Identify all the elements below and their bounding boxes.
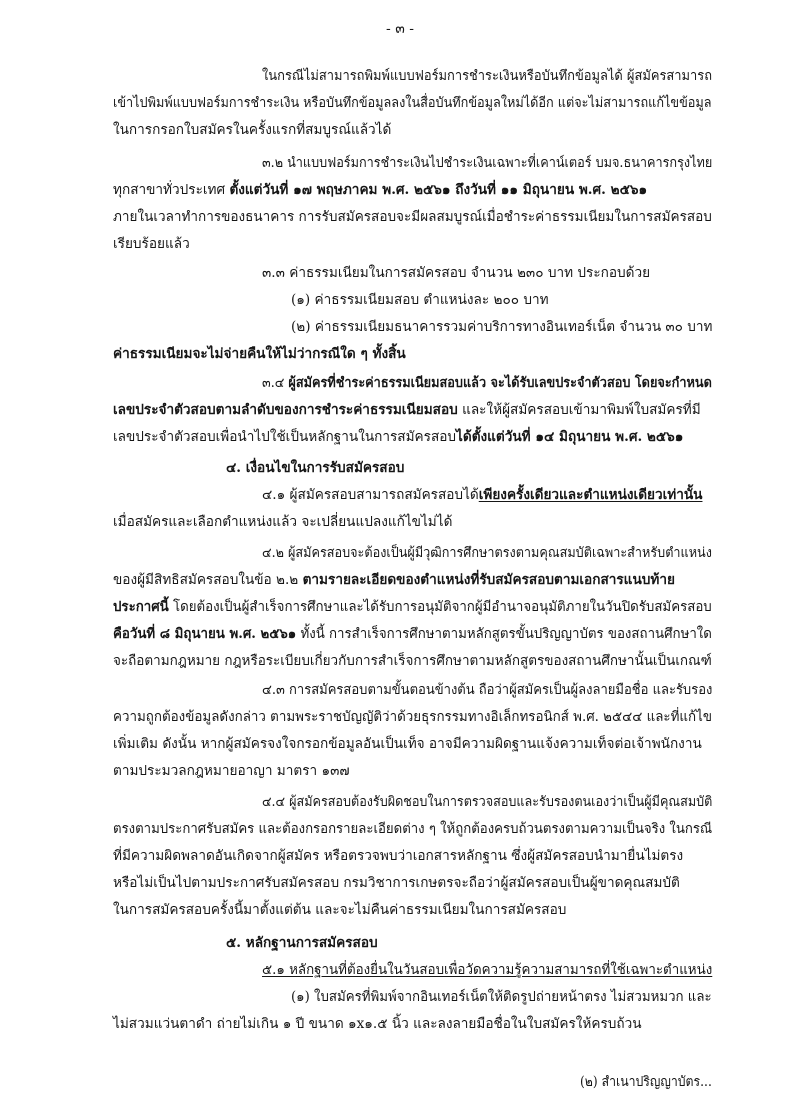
section-5-heading: ๕. หลักฐานการสมัครสอบ bbox=[226, 935, 378, 951]
bold-span: ตามรายละเอียดของตำแหน่งที่รับสมัครสอบตามเอกสารแนบท้าย bbox=[302, 572, 675, 588]
section-4-3-line: ความถูกต้องข้อมูลดังกล่าว ตามพระราชบัญญัติว่าด้วยธุรกรรมทางอิเล็กทรอนิกส์ พ.ศ. ๒๕๔๔ และที่แก้ไข bbox=[113, 709, 712, 725]
text-span: เลขประจำตัวสอบเพื่อนำไปใช้เป็นหลักฐานในการสมัครสอบ bbox=[113, 429, 457, 445]
section-4-2-line bbox=[113, 569, 675, 591]
section-4-4-line: หรือไม่เป็นไปตามประกาศรับสมัครสอบ กรมวิชาการเกษตรจะถือว่าผู้สมัครสอบเป็นผู้ขาดคุณสมบัติ bbox=[113, 875, 680, 891]
text-span: ๓.๔ bbox=[262, 375, 289, 391]
text-span: โดยต้องเป็นผู้สำเร็จการศึกษาและได้รับการอนุมัติจากผู้มีอำนาจอนุมัติภายในวันปิดรับสมัครสอบ bbox=[168, 599, 712, 615]
fee-item: (๒) ค่าธรรมเนียมธนาคารรวมค่าบริการทางอินเทอร์เน็ต จำนวน ๓๐ บาท bbox=[291, 319, 713, 335]
section-5-1-line: ไม่สวมแว่นตาดำ ถ่ายไม่เกิน ๑ ปี ขนาด ๑x๑.๕ นิ้ว และลงลายมือชื่อในใบสมัครให้ครบถ้วน bbox=[113, 1016, 642, 1032]
date-range-bold: ตั้งแต่วันที่ ๑๗ พฤษภาคม พ.ศ. ๒๕๖๑ ถึงวันที่ ๑๑ มิถุนายน พ.ศ. ๒๕๖๑ bbox=[229, 182, 648, 198]
bold-span: ผู้สมัครที่ชำระค่าธรรมเนียมสอบแล้ว จะได้รับเลขประจำตัวสอบ โดยจะกำหนด bbox=[288, 375, 712, 391]
section-4-4-line: ในการสมัครสอบครั้งนี้มาตั้งแต่ต้น และจะไม่คืนค่าธรรมเนียมในการสมัครสอบ bbox=[113, 902, 567, 918]
bold-span: เลขประจำตัวสอบตามลำดับของการชำระค่าธรรมเนียมสอบ bbox=[113, 402, 458, 418]
page-number: - ๓ - bbox=[386, 21, 414, 37]
bold-underline-span: เพียงครั้งเดียวและตำแหน่งเดียวเท่านั้น bbox=[478, 487, 703, 503]
section-4-4-line: ตรงตามประกาศรับสมัคร และต้องกรอกรายละเอียดต่าง ๆ ให้ถูกต้องครบถ้วนตรงตามความเป็นจริง ในกรณี bbox=[113, 821, 713, 837]
section-3-4-line bbox=[113, 399, 701, 421]
paragraph-line: ในกรณีไม่สามารถพิมพ์แบบฟอร์มการชำระเงินหรือบันทึกข้อมูลได้ ผู้สมัครสามารถ bbox=[262, 68, 713, 84]
section-4-2-line: ๔.๒ ผู้สมัครสอบจะต้องเป็นผู้มีวุฒิการศึกษาตรงตามคุณสมบัติเฉพาะสำหรับตำแหน่ง bbox=[262, 545, 712, 561]
section-3-2-line: ภายในเวลาทำการของธนาคาร การรับสมัครสอบจะมีผลสมบูรณ์เมื่อชำระค่าธรรมเนียมในการสมัครสอบ bbox=[113, 209, 712, 225]
paragraph-line: ในการกรอกใบสมัครในครั้งแรกที่สมบูรณ์แล้วได้ bbox=[113, 122, 392, 138]
fee-item: (๑) ค่าธรรมเนียมสอบ ตำแหน่งละ ๒๐๐ บาท bbox=[291, 292, 549, 308]
section-3-2-line bbox=[113, 179, 647, 201]
bold-span: ประกาศนี้ bbox=[113, 599, 169, 615]
section-4-4-line: ที่มีความผิดพลาดอันเกิดจากผู้สมัคร หรือตรวจพบว่าเอกสารหลักฐาน ซึ่งผู้สมัครสอบนำมายื่นไม่ตรง bbox=[113, 848, 684, 864]
bold-span: คือวันที่ ๘ มิถุนายน พ.ศ. ๒๕๖๑ bbox=[113, 626, 297, 642]
paragraph-line: เข้าไปพิมพ์แบบฟอร์มการชำระเงิน หรือบันทึกข้อมูลลงในสื่อบันทึกข้อมูลใหม่ได้อีก แต่จะไม่สามารถแก้ไขข้อมูล bbox=[113, 95, 712, 111]
section-3-2-line: ๓.๒ นำแบบฟอร์มการชำระเงินไปชำระเงินเฉพาะที่เคาน์เตอร์ บมจ.ธนาคารกรุงไทย bbox=[262, 155, 713, 171]
text-span: ของผู้มีสิทธิสมัครสอบในข้อ ๒.๒ bbox=[113, 572, 303, 588]
text-span: และให้ผู้สมัครสอบเข้ามาพิมพ์ใบสมัครที่มี bbox=[457, 402, 701, 418]
section-4-2-line bbox=[113, 623, 712, 645]
section-4-heading: ๔. เงื่อนไขในการรับสมัครสอบ bbox=[226, 460, 405, 476]
no-refund-note: ค่าธรรมเนียมจะไม่จ่ายคืนให้ไม่ว่ากรณีใด ๆ ทั้งสิ้น bbox=[113, 346, 406, 362]
section-4-3-line: เพิ่มเติม ดังนั้น หากผู้สมัครจงใจกรอกข้อมูลอันเป็นเท็จ อาจมีความผิดฐานแจ้งความเท็จต่อเจ้าพนักงาน bbox=[113, 736, 702, 752]
section-4-1-line: เมื่อสมัครและเลือกตำแหน่งแล้ว จะเปลี่ยนแปลงแก้ไขไม่ได้ bbox=[113, 514, 453, 530]
text-span: ทั้งนี้ การสำเร็จการศึกษาตามหลักสูตรขั้นปริญญาบัตร ของสถานศึกษาใด bbox=[296, 626, 712, 642]
text-span: ทุกสาขาทั่วประเทศ bbox=[113, 182, 230, 198]
section-5-1-line: (๑) ใบสมัครที่พิมพ์จากอินเทอร์เน็ตให้ติดรูปถ่ายหน้าตรง ไม่สวมหมวก และ bbox=[291, 989, 712, 1005]
section-4-3-line: ๔.๓ การสมัครสอบตามขั้นตอนข้างต้น ถือว่าผู้สมัครเป็นผู้ลงลายมือชื่อ และรับรอง bbox=[262, 682, 713, 698]
section-3-4-line bbox=[262, 372, 712, 394]
section-4-1-line bbox=[262, 484, 702, 506]
section-3-3-line: ๓.๓ ค่าธรรมเนียมในการสมัครสอบ จำนวน ๒๓๐ บาท ประกอบด้วย bbox=[262, 265, 651, 281]
section-4-2-line: จะถือตามกฎหมาย กฎหรือระเบียบเกี่ยวกับการสำเร็จการศึกษาตามหลักสูตรของสถานศึกษานั้นเป็นเกณฑ์ bbox=[113, 653, 712, 669]
section-4-2-line bbox=[113, 596, 712, 618]
section-4-3-line: ตามประมวลกฎหมายอาญา มาตรา ๑๓๗ bbox=[113, 763, 350, 779]
text-span: ๔.๑ ผู้สมัครสอบสามารถสมัครสอบได้ bbox=[262, 487, 479, 503]
section-5-1-heading: ๕.๑ หลักฐานที่ต้องยื่นในวันสอบเพื่อวัดความรู้ความสามารถที่ใช้เฉพาะตำแหน่ง bbox=[262, 962, 713, 978]
continuation-marker: (๒) สำเนาปริญญาบัตร... bbox=[580, 1074, 712, 1090]
section-3-2-line: เรียบร้อยแล้ว bbox=[113, 236, 190, 252]
bold-span: ได้ตั้งแต่วันที่ ๑๔ มิถุนายน พ.ศ. ๒๕๖๑ bbox=[456, 429, 684, 445]
section-4-4-line: ๔.๔ ผู้สมัครสอบต้องรับผิดชอบในการตรวจสอบและรับรองตนเองว่าเป็นผู้มีคุณสมบัติ bbox=[262, 794, 713, 810]
section-3-4-line bbox=[113, 426, 683, 448]
